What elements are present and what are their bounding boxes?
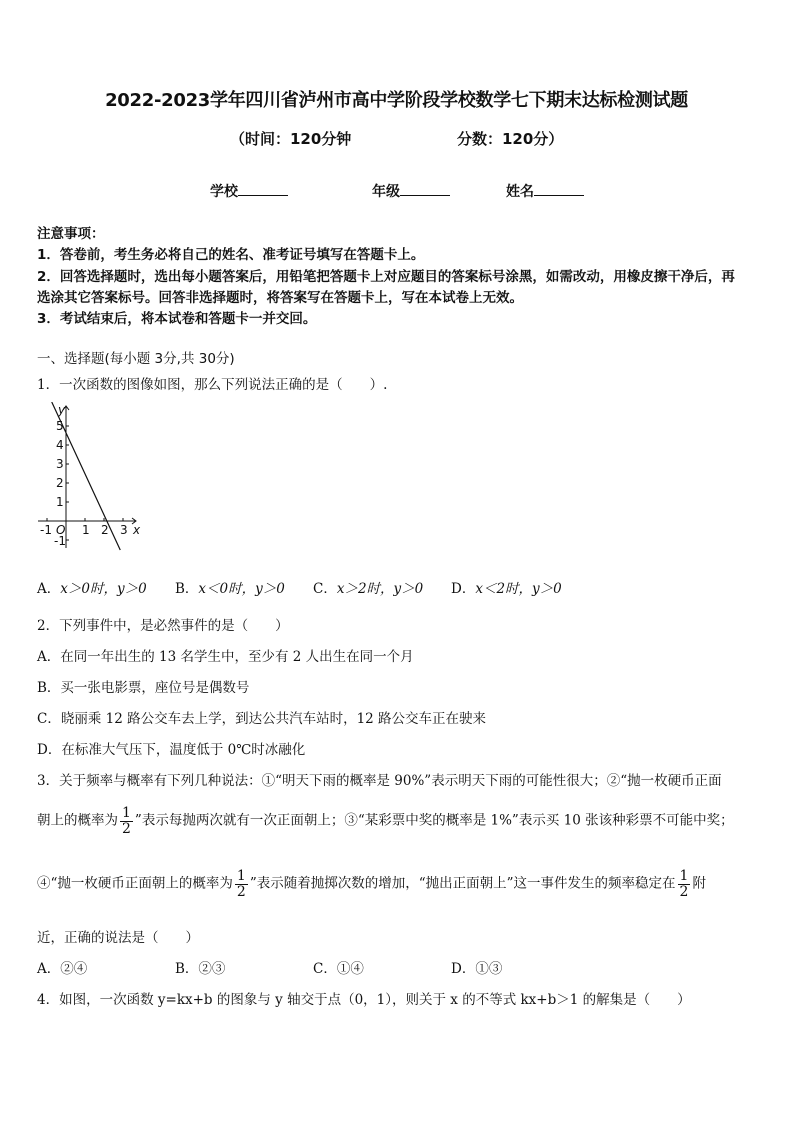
q3-option-d[interactable]: D．①③	[451, 961, 503, 977]
exam-title: 2022-2023学年四川省泸州市高中学阶段学校数学七下期末达标检测试题	[105, 90, 688, 111]
fraction-one-half: $\frac{1}{2}$	[679, 868, 689, 900]
name-blank	[534, 182, 584, 196]
grade-field	[372, 181, 450, 201]
school-field	[210, 181, 288, 201]
notice-line-2b: 选涂其它答案标号。回答非选择题时，将答案写在答题卡上，写在本试卷上无效。	[37, 290, 523, 306]
q2-option-b[interactable]: B．买一张电影票，座位号是偶数号	[37, 680, 250, 696]
q1-option-d[interactable]: D．x＜2时，y＞0	[451, 581, 562, 597]
q3-line-2: 朝上的概率为 $\frac{1}{2}$ ”表示每抛两次就有一次正面朝上；③“某彩票中奖的概率是 1%”表示买 10 张该种彩票不可能中奖；	[37, 805, 734, 837]
notice-heading: 注意事项：	[37, 226, 105, 242]
q2-stem: 2．下列事件中，是必然事件的是（ ）	[37, 618, 289, 634]
q1-options	[37, 577, 562, 597]
name-label: 姓名	[506, 184, 534, 200]
q3-line-4: 近，正确的说法是（ ）	[37, 930, 199, 946]
q1-option-a[interactable]: A．x＞0时，y＞0	[37, 581, 147, 597]
school-label: 学校	[210, 184, 238, 200]
y-tick-2: 2	[56, 476, 64, 490]
q1-stem: 1．一次函数的图像如图，那么下列说法正确的是（ ）.	[37, 377, 388, 393]
y-tick-3: 3	[56, 457, 64, 471]
q2-option-c[interactable]: C．晓丽乘 12 路公交车去上学，到达公共汽车站时，12 路公交车正在驶来	[37, 711, 487, 727]
y-tick-1: 1	[56, 495, 64, 509]
q1-option-b[interactable]: B．x＜0时，y＞0	[175, 581, 285, 597]
q3-option-b[interactable]: B．②③	[175, 961, 226, 977]
q1-function-graph	[36, 402, 146, 552]
y-axis-label: y	[58, 403, 66, 417]
x-axis-label: x	[133, 523, 141, 537]
q2-option-d[interactable]: D．在标准大气压下，温度低于 0℃时冰融化	[37, 742, 306, 758]
exam-score: 分数：120分）	[457, 130, 564, 148]
q3-line-1: 3．关于频率与概率有下列几种说法：①“明天下雨的概率是 90%”表示明天下雨的可能性很大；②“抛一枚硬币正面	[37, 773, 722, 789]
x-tick-neg1: -1	[40, 523, 52, 537]
section-heading: 一、选择题(每小题 3分,共 30分)	[37, 351, 235, 367]
notice-line-1: 1．答卷前，考生务必将自己的姓名、准考证号填写在答题卡上。	[37, 247, 425, 263]
grade-label: 年级	[372, 184, 400, 200]
q3-option-c[interactable]: C．①④	[313, 961, 364, 977]
x-tick-1: 1	[82, 523, 90, 537]
y-tick-4: 4	[56, 438, 64, 452]
notice-line-3: 3．考试结束后，将本试卷和答题卡一并交回。	[37, 311, 317, 327]
q3-option-a[interactable]: A．②④	[37, 961, 88, 977]
fraction-one-half: $\frac{1}{2}$	[236, 868, 246, 900]
y-tick-neg1: -1	[54, 534, 66, 548]
school-blank	[238, 182, 288, 196]
x-tick-2: 2	[101, 523, 109, 537]
x-tick-3: 3	[120, 523, 128, 537]
grade-blank	[400, 182, 450, 196]
origin-label: O	[56, 523, 66, 537]
q2-option-a[interactable]: A．在同一年出生的 13 名学生中，至少有 2 人出生在同一个月	[37, 649, 414, 665]
fraction-one-half: $\frac{1}{2}$	[122, 805, 131, 837]
q3-line-3: ④“抛一枚硬币正面朝上的概率为 $\frac{1}{2}$ ”表示随着抛掷次数的增加，“抛出正面朝上”这一事件发生的频率稳定在 $\frac{1}{2}$ 附	[37, 868, 706, 900]
y-tick-5: 5	[56, 419, 64, 433]
name-field	[506, 181, 584, 201]
q1-option-c[interactable]: C．x＞2时，y＞0	[313, 581, 424, 597]
exam-time: （时间：120分钟	[230, 130, 352, 148]
q3-options	[37, 957, 502, 977]
notice-line-2a: 2．回答选择题时，选出每小题答案后，用铅笔把答题卡上对应题目的答案标号涂黑，如需改动，用橡皮擦干净后，再	[37, 269, 735, 285]
q4-stem: 4．如图，一次函数 y=kx+b 的图象与 y 轴交于点（0，1），则关于 x 的不等式 kx+b＞1 的解集是（ ）	[37, 992, 691, 1008]
